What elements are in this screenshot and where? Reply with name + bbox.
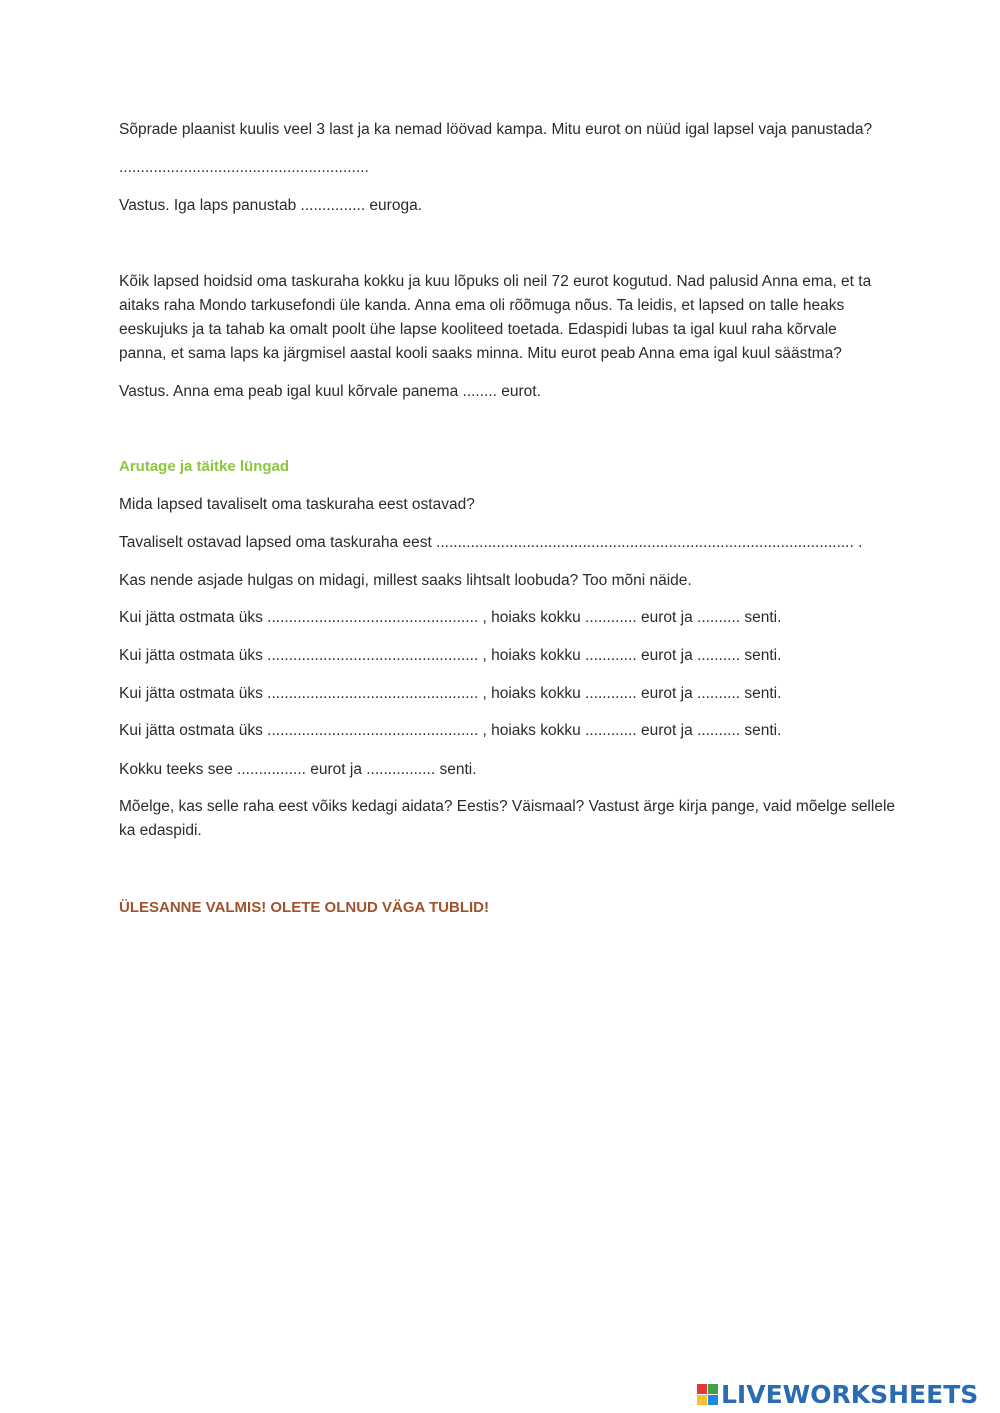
fill-line: Kui jätta ostmata üks ................................................. , hoiaks kokku ............ eurot ja .......... senti. (119, 609, 782, 626)
logo-mark-icon (697, 1384, 718, 1405)
question-text: Kas nende asjade hulgas on midagi, millest saaks lihtsalt loobuda? Too mõni näide. (119, 572, 692, 589)
paragraph-line: Mõelge, kas selle raha eest võiks kedagi aidata? Eestis? Väismaal? Vastust ärge kirja pange, vaid mõelge sellele (119, 798, 896, 815)
question-text: Sõprade plaanist kuulis veel 3 last ja ka nemad löövad kampa. Mitu eurot on nüüd igal lapsel vaja panustada? (119, 121, 873, 138)
logo-square (697, 1395, 707, 1405)
logo-square (697, 1384, 707, 1394)
paragraph-line: aitaks raha Mondo tarkusefondi üle kanda. Anna ema oli rõõmuga nõus. Ta leidis, et lapsed on talle heaks (119, 297, 845, 314)
fill-line: Kui jätta ostmata üks ................................................. , hoiaks kokku ............ eurot ja .......... senti. (119, 685, 782, 702)
answer-blank: .......................................................... (119, 159, 369, 176)
paragraph-line: eeskujuks ja ta tahab ka omalt poolt ühe lapse kooliteed toetada. Edaspidi lubas ta igal kuul raha kõrvale (119, 321, 837, 338)
total-line: Kokku teeks see ................ eurot ja ................ senti. (119, 761, 477, 778)
paragraph-line: ka edaspidi. (119, 822, 202, 839)
fill-line: Kui jätta ostmata üks ................................................. , hoiaks kokku ............ eurot ja .......... senti. (119, 722, 782, 739)
reflection-paragraph (119, 795, 949, 843)
logo-square (708, 1384, 718, 1394)
story-paragraph (119, 270, 949, 366)
answer-line: Vastus. Iga laps panustab ............... euroga. (119, 197, 422, 214)
answer-line: Tavaliselt ostavad lapsed oma taskuraha eest ................................................................................................. . (119, 534, 863, 551)
logo-text: LIVEWORKSHEETS (721, 1379, 979, 1409)
closing-message: ÜLESANNE VALMIS! OLETE OLNUD VÄGA TUBLID! (119, 899, 489, 916)
logo-square (708, 1395, 718, 1405)
question-text: Mida lapsed tavaliselt oma taskuraha eest ostavad? (119, 496, 475, 513)
fill-line: Kui jätta ostmata üks ................................................. , hoiaks kokku ............ eurot ja .......... senti. (119, 647, 782, 664)
answer-line: Vastus. Anna ema peab igal kuul kõrvale panema ........ eurot. (119, 383, 541, 400)
section-heading: Arutage ja täitke lüngad (119, 458, 290, 475)
paragraph-line: Kõik lapsed hoidsid oma taskuraha kokku ja kuu lõpuks oli neil 72 eurot kogutud. Nad palusid Anna ema, et ta (119, 273, 872, 290)
paragraph-line: panna, et sama laps ka järgmisel aastal kooli saaks minna. Mitu eurot peab Anna ema igal kuul säästma? (119, 345, 842, 362)
liveworksheets-logo[interactable] (697, 1379, 978, 1409)
